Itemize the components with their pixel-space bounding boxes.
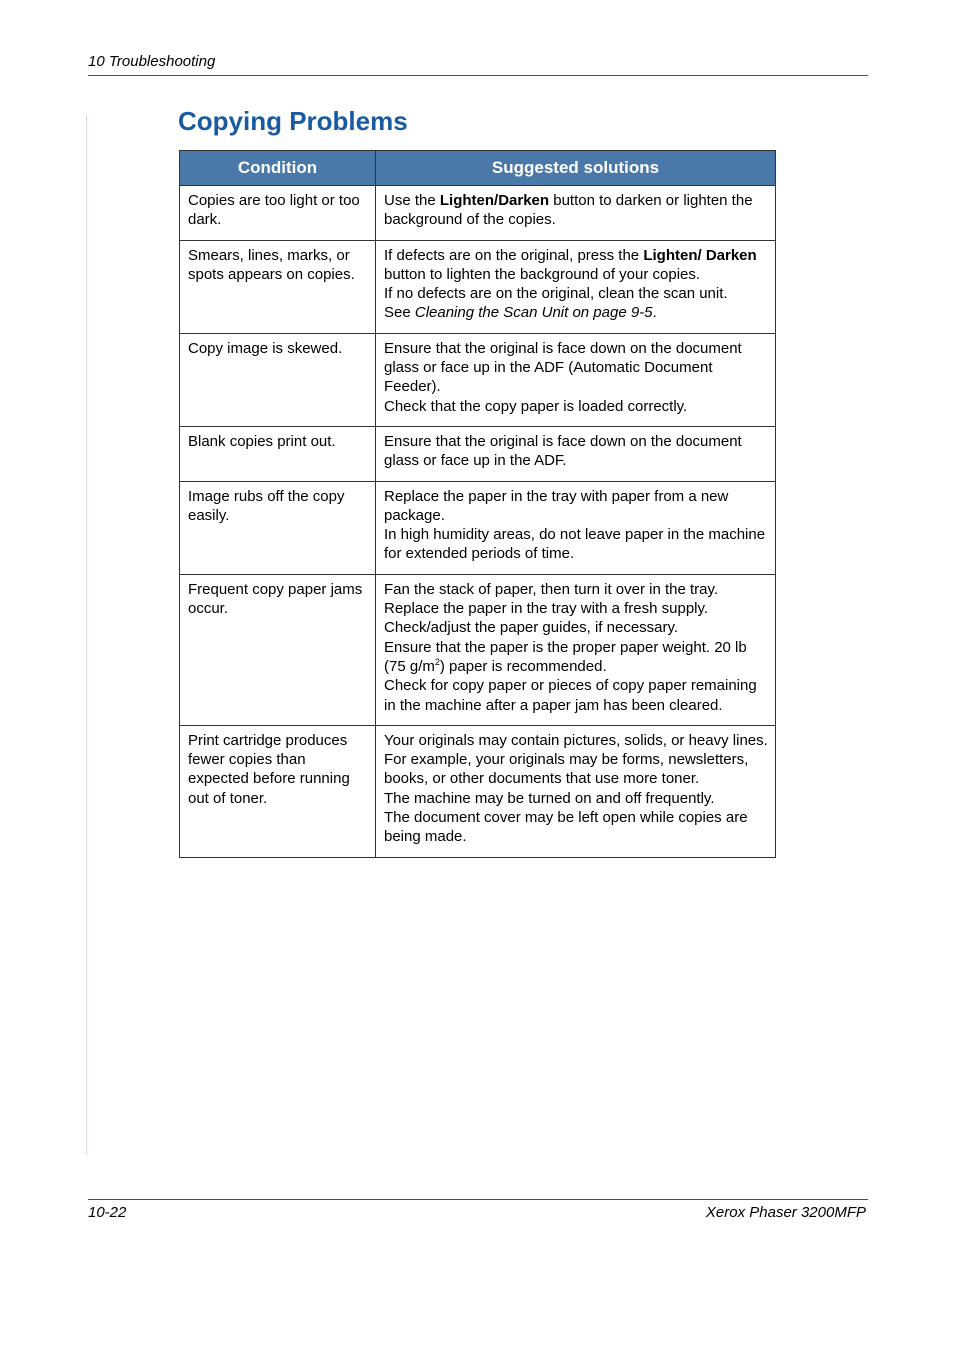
page-number: 10-22 — [88, 1204, 127, 1221]
solution-cell: Replace the paper in the tray with paper from a new package. In high humidity areas, do not leave paper in the machine for extended periods of time. — [376, 481, 776, 574]
condition-cell: Image rubs off the copy easily. — [180, 481, 376, 574]
page-footer — [88, 1199, 868, 1221]
page-title: Copying Problems — [178, 106, 408, 136]
condition-cell: Print cartridge produces fewer copies than expected before running out of toner. — [180, 725, 376, 857]
table-row — [180, 574, 776, 725]
condition-cell: Copy image is skewed. — [180, 333, 376, 426]
table-row — [180, 333, 776, 426]
solution-cell: If defects are on the original, press the Lighten/ Darken button to lighten the background of your copies. If no defects are on the original, clean the scan unit. See Cleaning the Scan Unit on page 9-5. — [376, 240, 776, 333]
solution-cell: Ensure that the original is face down on the document glass or face up in the ADF. — [376, 426, 776, 481]
table-row — [180, 725, 776, 857]
column-header-solutions: Suggested solutions — [376, 151, 776, 186]
chapter-label: 10 Troubleshooting — [88, 53, 216, 70]
condition-cell: Blank copies print out. — [180, 426, 376, 481]
table-header-row — [180, 151, 776, 186]
column-header-condition: Condition — [180, 151, 376, 186]
table-row — [180, 186, 776, 241]
cross-reference: Cleaning the Scan Unit on page 9-5 — [414, 304, 653, 322]
condition-cell: Copies are too light or too dark. — [180, 186, 376, 241]
table-row — [180, 481, 776, 574]
product-name: Xerox Phaser 3200MFP — [705, 1204, 866, 1221]
solution-cell: Fan the stack of paper, then turn it over in the tray. Replace the paper in the tray with a fresh supply. Check/adjust the paper guides, if necessary. Ensure that the paper is the proper paper weight. 20 lb (75 $g/m^2$) paper is recommended. Check for copy paper or pieces of copy paper remaining in the machine after a paper jam has been cleared. — [376, 574, 776, 725]
condition-cell: Smears, lines, marks, or spots appears on copies. — [180, 240, 376, 333]
table-row — [180, 240, 776, 333]
solution-cell: Ensure that the original is face down on the document glass or face up in the ADF (Automatic Document Feeder). Check that the copy paper is loaded correctly. — [376, 333, 776, 426]
page-header — [88, 53, 868, 76]
margin-rule — [86, 115, 87, 1155]
condition-cell: Frequent copy paper jams occur. — [180, 574, 376, 725]
table-row — [180, 426, 776, 481]
solution-cell: Your originals may contain pictures, solids, or heavy lines. For example, your originals may be forms, newsletters, books, or other documents that use more toner. The machine may be turned on and off frequently. The document cover may be left open while copies are being made. — [376, 725, 776, 857]
troubleshooting-table — [179, 150, 776, 858]
solution-cell: Use the Lighten/Darken button to darken or lighten the background of the copies. — [376, 186, 776, 241]
